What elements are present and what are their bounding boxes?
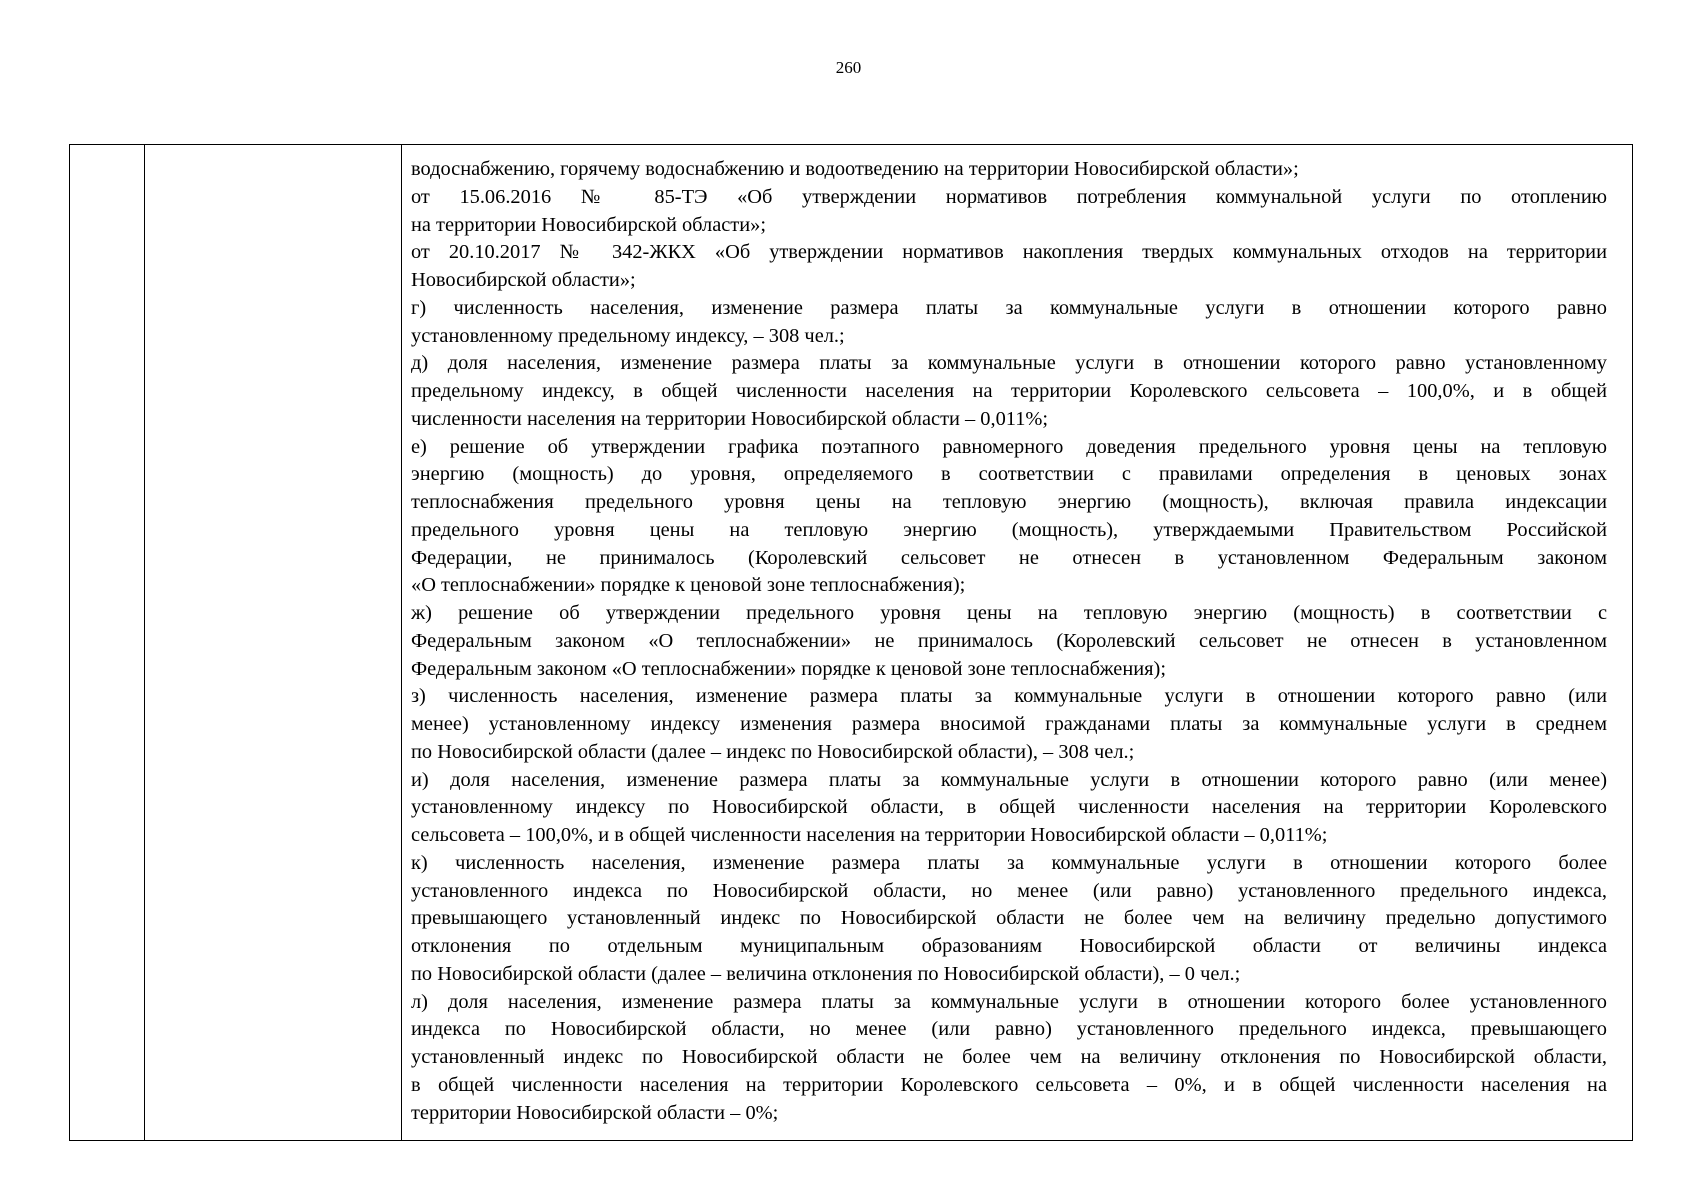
text-line: теплоснабжения предельного уровня цены на тепловую энергию (мощность), включая правила индексации — [411, 491, 1607, 513]
text-line: энергию (мощность) до уровня, определяемого в соответствии с правилами определения в ценовых зонах — [411, 463, 1607, 486]
text-line: д) доля населения, изменение размера платы за коммунальные услуги в отношении которого равно установленному — [411, 352, 1607, 375]
text-line: з) численность населения, изменение размера платы за коммунальные услуги в отношении которого равно (или — [411, 685, 1607, 708]
text-line: Новосибирской области»; — [411, 269, 636, 291]
column-divider-1 — [144, 145, 145, 1140]
text-line: численности населения на территории Новосибирской области – 0,011%; — [411, 407, 1049, 430]
text-line: установленному предельному индексу, – 308 чел.; — [411, 324, 845, 347]
page-number: 260 — [835, 58, 862, 77]
text-line: превышающего установленный индекс по Новосибирской области не более чем на величину предельно допустимого — [411, 907, 1607, 930]
text-line: индекса по Новосибирской области, но менее (или равно) установленного предельного индекса, превышающего — [411, 1018, 1607, 1041]
column-divider-2 — [401, 145, 402, 1140]
text-line: установленный индекс по Новосибирской области не более чем на величину отклонения по Новосибирской области, — [411, 1046, 1607, 1068]
text-line: Федеральным законом «О теплоснабжении» порядке к ценовой зоне теплоснабжения); — [411, 657, 1166, 680]
text-line: отклонения по отдельным муниципальным образованиям Новосибирской области от величины индекса — [411, 935, 1607, 957]
text-line: установленного индекса по Новосибирской области, но менее (или равно) установленного предельного индекса, — [411, 879, 1607, 902]
text-line: е) решение об утверждении графика поэтапного равномерного доведения предельного уровня цены на тепловую — [411, 435, 1607, 458]
text-line: водоснабжению, горячему водоснабжению и водоотведению на территории Новосибирской области»; — [411, 158, 1299, 180]
text-line: территории Новосибирской области – 0%; — [411, 1101, 779, 1124]
text-line: от 20.10.2017 № 342-ЖКХ «Об утверждении нормативов накопления твердых коммунальных отходов на территории — [411, 241, 1607, 264]
text-line: Федерации, не принималось (Королевский сельсовет не отнесен в установленном Федеральным законом — [411, 546, 1607, 569]
text-line: предельного уровня цены на тепловую энергию (мощность), утверждаемыми Правительством Российской — [411, 518, 1607, 541]
text-line: и) доля населения, изменение размера платы за коммунальные услуги в отношении которого равно (или менее) — [411, 768, 1607, 791]
text-line: на территории Новосибирской области»; — [411, 213, 766, 236]
text-line: г) численность населения, изменение размера платы за коммунальные услуги в отношении которого равно — [411, 296, 1607, 319]
text-line: по Новосибирской области (далее – индекс по Новосибирской области), – 308 чел.; — [411, 740, 1135, 763]
text-line: Федеральным законом «О теплоснабжении» не принималось (Королевский сельсовет не отнесен в установленном — [411, 629, 1607, 652]
text-line: сельсовета – 100,0%, и в общей численности населения на территории Новосибирской области – 0,011%; — [411, 824, 1328, 846]
text-line: л) доля населения, изменение размера платы за коммунальные услуги в отношении которого более установленного — [411, 990, 1607, 1013]
text-line: предельному индексу, в общей численности населения на территории Королевского сельсовета – 100,0%, и в общей — [411, 380, 1607, 402]
text-line: к) численность населения, изменение размера платы за коммунальные услуги в отношении которого более — [411, 851, 1607, 874]
document-table — [69, 144, 1633, 1141]
text-line: «О теплоснабжении» порядке к ценовой зоне теплоснабжения); — [411, 574, 966, 597]
text-line: по Новосибирской области (далее – величина отклонения по Новосибирской области), – 0 чел.; — [411, 962, 1241, 985]
text-line: в общей численности населения на территории Королевского сельсовета – 0%, и в общей численности населения на — [411, 1073, 1607, 1096]
text-line: менее) установленному индексу изменения размера вносимой гражданами платы за коммунальные услуги в среднем — [411, 713, 1607, 735]
text-line: от 15.06.2016 № 85-ТЭ «Об утверждении нормативов потребления коммунальной услуги по отоплению — [411, 185, 1607, 208]
text-line: установленному индексу по Новосибирской области, в общей численности населения на территории Королевского — [411, 796, 1607, 819]
text-cell — [411, 156, 1607, 1127]
text-line: ж) решение об утверждении предельного уровня цены на тепловую энергию (мощность) в соответствии с — [411, 602, 1607, 624]
